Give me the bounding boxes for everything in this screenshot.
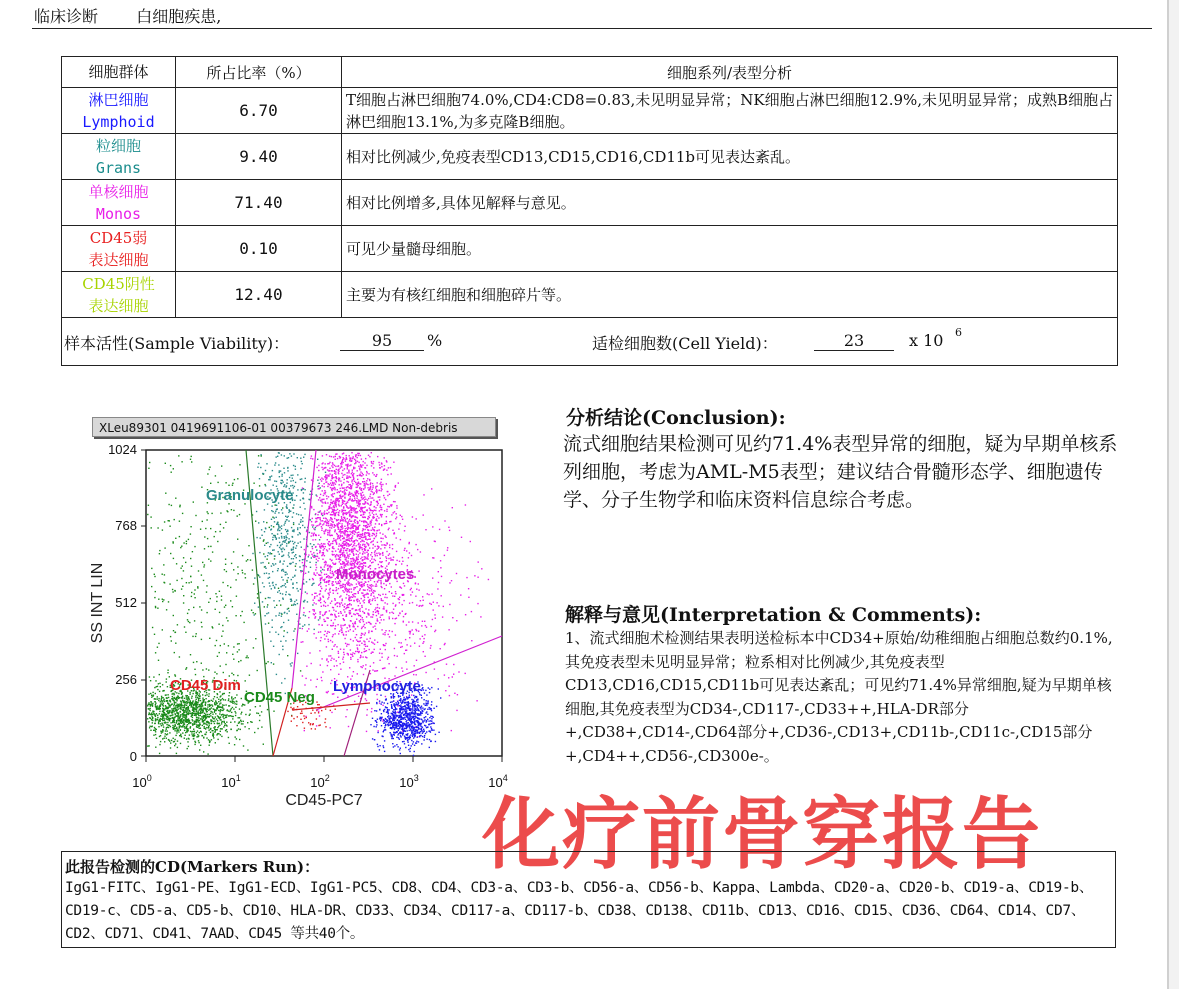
col-header-population: 细胞群体 [62, 57, 176, 88]
population-name-en: 表达细胞 [88, 250, 149, 269]
conclusion-body: 流式细胞结果检测可见约71.4%表型异常的细胞，疑为早期单核系列细胞，考虑为AML-M5表型；建议结合骨髓形态学、细胞遗传学、分子生物学和临床资料信息综合考虑。 [563, 433, 1118, 511]
population-name [62, 226, 176, 272]
diagnosis-value: 白细胞疾患, [136, 7, 222, 26]
x-tick-label: $10^2$ [310, 773, 330, 790]
x-axis-label: CD45-PC7 [285, 792, 363, 809]
population-analysis: 可见少量髓母细胞。 [342, 226, 1118, 272]
yield-value: 23 [814, 331, 894, 351]
diagnosis-label: 临床诊断 [34, 7, 99, 26]
x-tick-label: $10^1$ [221, 773, 241, 790]
y-tick-label: 768 [115, 518, 137, 533]
viability-line [62, 318, 1117, 365]
population-name-en: Monos [95, 204, 142, 223]
population-percent: 71.40 [176, 180, 342, 226]
yield-label: 适检细胞数(Cell Yield)： [592, 334, 778, 353]
population-analysis: 相对比例增多,具体见解释与意见。 [342, 180, 1118, 226]
gate-label-cd45neg: CD45 Neg [244, 689, 315, 706]
population-percent: 12.40 [176, 272, 342, 318]
conclusion-heading: 分析结论(Conclusion): [566, 407, 786, 429]
viability-unit: % [427, 331, 443, 350]
y-tick-label: 512 [115, 595, 137, 610]
cell-population-table [61, 56, 1118, 366]
population-name-en: Lymphoid [82, 112, 155, 131]
markers-heading: 此报告检测的CD(Markers Run)： [65, 858, 320, 876]
y-tick-label: 0 [129, 749, 137, 764]
gate-label-lymphocyte: Lymphocyte [333, 678, 421, 695]
page-edge [1167, 0, 1179, 989]
population-analysis: T细胞占淋巴细胞74.0%,CD4:CD8=0.83,未见明显异常；NK细胞占淋巴细胞12.9%,未见明显异常；成熟B细胞占淋巴细胞13.1%,为多克隆B细胞。 [342, 88, 1118, 134]
population-percent: 0.10 [176, 226, 342, 272]
gate-label-granulocyte: Granulocyte [206, 487, 294, 504]
x-tick-label: $10^3$ [399, 773, 419, 790]
col-header-analysis: 细胞系列/表型分析 [342, 57, 1118, 88]
markers-list: IgG1-FITC、IgG1-PE、IgG1-ECD、IgG1-PC5、CD8、CD4、CD3-a、CD3-b、CD56-a、CD56-b、Kappa、Lambda、CD20-a、CD20-b、CD19-a、CD19-b、CD19-c、CD5-a、CD5-b、CD10、HLA-DR、CD33、CD34、CD117-a、CD117-b、CD38、CD138、CD11b、CD13、CD16、CD15、CD36、CD64、CD14、CD7、CD2、CD71、CD41、7AAD、CD45 等共40个。 [65, 880, 1094, 942]
population-name-cn: 单核细胞 [88, 182, 149, 201]
gate-label-cd45dim: CD45 Dim [170, 677, 241, 694]
y-axis-label: SS INT LIN [89, 562, 106, 644]
header-rule [32, 28, 1152, 29]
viability-cell [62, 318, 1118, 366]
yield-exponent: 6 [955, 326, 962, 339]
table-row [62, 180, 1118, 226]
markers-box [61, 851, 1116, 948]
y-tick-label: 1024 [108, 442, 137, 457]
table-row [62, 272, 1118, 318]
interpretation-body: 1、流式细胞术检测结果表明送检标本中CD34+原始/幼稚细胞占细胞总数约0.1%,其免疫表型未见明显异常；粒系相对比例减少,其免疫表型CD13,CD16,CD15,CD11b可见表达紊乱；可见约71.4%异常细胞,疑为早期单核细胞,其免疫表型为CD34-,CD117-,CD33++,HLA-DR部分+,CD38+,CD14-,CD64部分+,CD36-,CD13+,CD11b-,CD11c-,CD15部分+,CD4++,CD56-,CD300e-。 [565, 629, 1113, 765]
population-percent: 9.40 [176, 134, 342, 180]
gate-label-monocytes: Monocytes [336, 566, 415, 583]
population-name-en: Grans [95, 158, 142, 177]
table-row [62, 88, 1118, 134]
stamp-text: 化疗前骨穿报告 [482, 790, 1043, 880]
viability-row [62, 318, 1118, 366]
population-analysis: 主要为有核红细胞和细胞碎片等。 [342, 272, 1118, 318]
population-name [62, 180, 176, 226]
population-name [62, 88, 176, 134]
population-name-cn: 淋巴细胞 [88, 90, 149, 109]
x-tick-label: $10^0$ [132, 773, 152, 790]
clinical-diagnosis [34, 4, 221, 27]
population-name [62, 272, 176, 318]
table-row [62, 226, 1118, 272]
population-percent: 6.70 [176, 88, 342, 134]
y-tick-label: 256 [115, 672, 137, 687]
population-name-cn: CD45阴性 [82, 274, 155, 293]
viability-value: 95 [340, 331, 424, 351]
flow-cytometry-plot [70, 438, 530, 818]
x-tick-label: $10^4$ [488, 773, 508, 790]
yield-unit: x 10 [909, 331, 944, 350]
col-header-percent: 所占比率（%） [176, 57, 342, 88]
population-analysis: 相对比例减少,免疫表型CD13,CD15,CD16,CD11b可见表达紊乱。 [342, 134, 1118, 180]
table-header-row [62, 57, 1118, 88]
population-name [62, 134, 176, 180]
population-name-en: 表达细胞 [88, 296, 149, 315]
table-row [62, 134, 1118, 180]
plot-title: XLeu89301 0419691106-01 00379673 246.LMD Non-debris [92, 417, 496, 437]
interpretation-heading: 解释与意见(Interpretation & Comments): [565, 604, 982, 626]
viability-label: 样本活性(Sample Viability)： [64, 334, 290, 353]
population-name-cn: 粒细胞 [95, 136, 141, 155]
population-name-cn: CD45弱 [89, 228, 148, 247]
